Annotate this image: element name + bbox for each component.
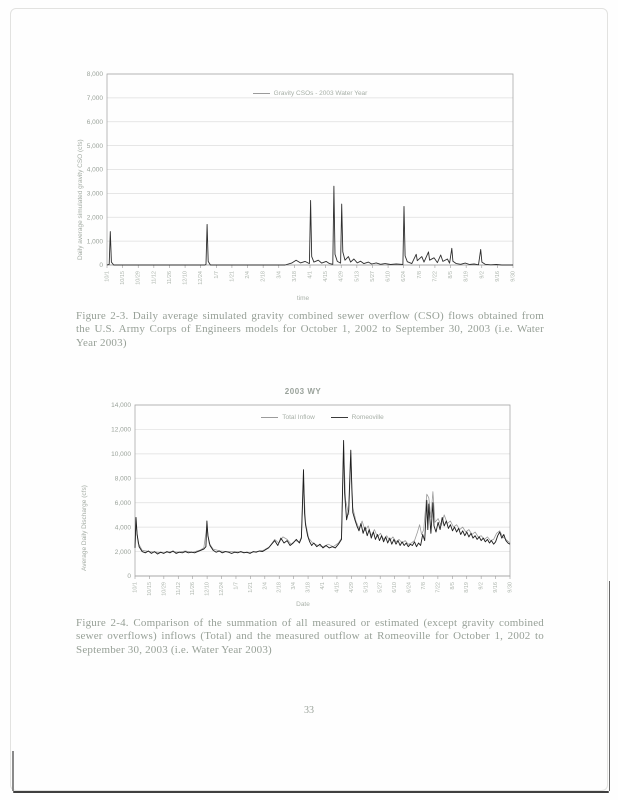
- svg-text:2,000: 2,000: [86, 214, 103, 222]
- svg-text:9/2: 9/2: [478, 582, 485, 590]
- svg-text:4/29: 4/29: [338, 271, 345, 282]
- scan-edge-right: [609, 581, 611, 791]
- svg-text:10/15: 10/15: [120, 271, 127, 285]
- svg-text:5/13: 5/13: [363, 582, 370, 593]
- svg-text:4/15: 4/15: [334, 582, 341, 593]
- svg-text:7/8: 7/8: [416, 271, 423, 279]
- svg-text:4,000: 4,000: [86, 166, 103, 174]
- svg-text:5/27: 5/27: [377, 582, 384, 593]
- figure1-plot: [73, 64, 533, 314]
- svg-text:12/24: 12/24: [198, 271, 205, 285]
- svg-text:2/18: 2/18: [276, 582, 283, 593]
- svg-text:2/4: 2/4: [245, 271, 252, 279]
- svg-text:6/10: 6/10: [392, 582, 399, 593]
- svg-text:10/15: 10/15: [146, 582, 153, 596]
- svg-text:12/10: 12/10: [182, 271, 189, 285]
- svg-text:10/1: 10/1: [132, 582, 139, 593]
- svg-text:11/12: 11/12: [175, 582, 182, 596]
- svg-text:6/24: 6/24: [401, 271, 408, 282]
- svg-text:8,000: 8,000: [86, 71, 103, 79]
- svg-text:11/12: 11/12: [151, 271, 158, 285]
- figure-2-4-chart: [73, 383, 533, 618]
- svg-text:9/30: 9/30: [510, 271, 517, 282]
- line-marker-icon: [261, 417, 278, 418]
- svg-text:5/13: 5/13: [354, 271, 361, 282]
- figure1-x-axis-title: time: [296, 295, 310, 302]
- svg-text:1/7: 1/7: [213, 271, 220, 279]
- figure2-legend: [135, 414, 510, 421]
- svg-text:7/22: 7/22: [432, 271, 439, 282]
- svg-text:7,000: 7,000: [86, 95, 103, 103]
- figure2-legend-item-romeoville: [331, 414, 384, 421]
- svg-text:7/8: 7/8: [420, 582, 427, 590]
- svg-text:6,000: 6,000: [114, 499, 131, 507]
- svg-text:8/5: 8/5: [448, 271, 455, 279]
- page-number: 33: [304, 705, 314, 716]
- svg-text:10/29: 10/29: [161, 582, 168, 596]
- svg-text:8,000: 8,000: [114, 475, 131, 483]
- svg-text:6/24: 6/24: [406, 582, 413, 593]
- svg-text:10/29: 10/29: [135, 271, 142, 285]
- svg-text:3/4: 3/4: [276, 271, 283, 279]
- svg-text:12/24: 12/24: [219, 582, 226, 596]
- svg-text:4/29: 4/29: [348, 582, 355, 593]
- figure-2-4-caption: Figure 2-4. Comparison of the summation of all measured or estimated (except gravity combined sewer overflows) inflows (Total) and the measured outflow at Romeoville for October 1, 2002 to September 30, 2003 (i.e. Water Year 2003): [76, 617, 544, 656]
- svg-text:9/30: 9/30: [507, 582, 514, 593]
- svg-text:3/18: 3/18: [305, 582, 312, 593]
- svg-text:12,000: 12,000: [111, 426, 131, 434]
- figure2-y-axis-title: Average Daily Discharge (cfs): [81, 485, 88, 571]
- svg-text:8/19: 8/19: [464, 582, 471, 593]
- svg-text:3,000: 3,000: [86, 190, 103, 198]
- scan-edge-left: [12, 751, 14, 791]
- svg-text:11/26: 11/26: [166, 271, 173, 285]
- figure2-x-axis-title: Date: [296, 601, 310, 608]
- svg-text:0: 0: [99, 262, 103, 270]
- svg-text:6/10: 6/10: [385, 271, 392, 282]
- figure-2-3-caption: Figure 2-3. Daily average simulated gravity combined sewer overflow (CSO) flows obtained from the U.S. Army Corps of Engineers models for October 1, 2002 to September 30, 2003 (i.e. Water Year 2003): [76, 310, 544, 349]
- svg-text:3/4: 3/4: [291, 582, 298, 590]
- figure1-y-axis-title: Daily average simulated gravity CSO (cfs): [77, 139, 84, 260]
- svg-text:4/15: 4/15: [323, 271, 330, 282]
- svg-text:1/7: 1/7: [233, 582, 240, 590]
- line-marker-icon: [331, 417, 348, 418]
- svg-text:4/1: 4/1: [320, 582, 326, 590]
- svg-text:10/1: 10/1: [104, 271, 111, 282]
- svg-text:10,000: 10,000: [111, 451, 131, 459]
- svg-text:6,000: 6,000: [86, 118, 103, 126]
- figure1-legend-label: Gravity CSOs - 2003 Water Year: [273, 90, 368, 97]
- figure2-legend-item-total-inflow: [261, 414, 315, 421]
- svg-text:1,000: 1,000: [86, 238, 103, 246]
- svg-text:12/10: 12/10: [204, 582, 211, 596]
- svg-text:0: 0: [127, 573, 131, 581]
- svg-text:9/16: 9/16: [494, 271, 501, 282]
- figure2-legend-label-romeoville: Romeoville: [351, 414, 384, 421]
- svg-text:2/18: 2/18: [260, 271, 267, 282]
- svg-text:3/18: 3/18: [291, 271, 298, 282]
- figure2-chart-title: 2003 WY: [284, 387, 322, 396]
- svg-text:2,000: 2,000: [114, 548, 131, 556]
- figure-2-3-chart: [73, 64, 533, 314]
- svg-text:9/16: 9/16: [493, 582, 500, 593]
- svg-text:2/4: 2/4: [262, 582, 269, 590]
- svg-text:4,000: 4,000: [114, 524, 131, 532]
- svg-text:8/19: 8/19: [463, 271, 470, 282]
- svg-text:9/2: 9/2: [479, 271, 486, 279]
- svg-text:7/22: 7/22: [435, 582, 442, 593]
- figure2-legend-label-total-inflow: Total Inflow: [282, 414, 315, 421]
- svg-text:4/1: 4/1: [307, 271, 314, 279]
- svg-text:5,000: 5,000: [86, 142, 103, 150]
- svg-text:8/5: 8/5: [449, 582, 456, 590]
- svg-text:1/21: 1/21: [229, 271, 236, 282]
- svg-text:5/27: 5/27: [369, 271, 376, 282]
- line-marker-icon: [253, 93, 270, 94]
- figure1-legend-item: [253, 90, 368, 97]
- svg-text:11/26: 11/26: [190, 582, 197, 596]
- scan-edge-bottom: [13, 791, 609, 793]
- svg-text:14,000: 14,000: [111, 402, 131, 410]
- svg-text:1/21: 1/21: [247, 582, 254, 593]
- figure1-legend: [107, 90, 513, 97]
